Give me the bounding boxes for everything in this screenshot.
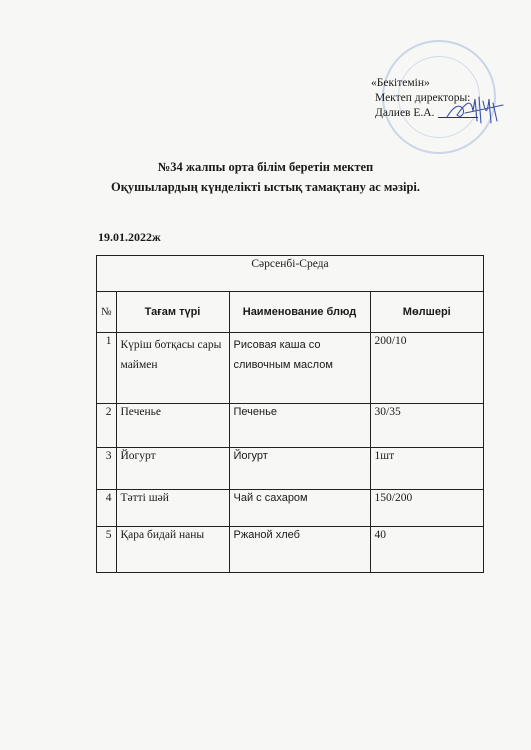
dish-ru: Йогурт	[229, 447, 370, 489]
approval-title: «Бекітемін»	[371, 77, 430, 89]
dish-kz: Күріш ботқасы сары маймен	[116, 333, 229, 404]
menu-date: 19.01.2022ж	[98, 230, 161, 244]
quantity: 1шт	[370, 447, 484, 489]
table-header-row	[97, 292, 484, 333]
dish-kz: Тәтті шәй	[116, 489, 229, 527]
column-header-dish-kz: Тағам түрі	[116, 292, 229, 333]
quantity: 40	[370, 527, 484, 573]
table-row	[97, 489, 484, 527]
approval-name: Далиев Е.А.	[375, 107, 435, 119]
table-row	[97, 404, 484, 448]
table-row	[97, 333, 484, 404]
row-number: 1	[97, 333, 117, 404]
signature-icon	[445, 93, 505, 128]
dish-ru: Рисовая каша со сливочным маслом	[229, 333, 370, 404]
quantity: 150/200	[370, 489, 484, 527]
dish-ru: Чай с сахаром	[229, 489, 370, 527]
column-header-quantity: Мөлшері	[370, 292, 484, 333]
approval-position: Мектеп директоры:	[375, 92, 471, 104]
dish-kz: Печенье	[116, 404, 229, 448]
day-header: Сәрсенбі-Среда	[97, 256, 484, 292]
quantity: 200/10	[370, 333, 484, 404]
menu-table	[96, 255, 484, 573]
row-number: 2	[97, 404, 117, 448]
dish-ru: Ржаной хлеб	[229, 527, 370, 573]
row-number: 5	[97, 527, 117, 573]
row-number: 3	[97, 447, 117, 489]
menu-title: Оқушылардың күнделікті ыстық тамақтану ас мәзірі.	[110, 180, 420, 194]
table-row	[97, 447, 484, 489]
dish-kz: Қара бидай наны	[116, 527, 229, 573]
school-title: №34 жалпы орта білім беретін мектеп	[157, 160, 374, 174]
quantity: 30/35	[370, 404, 484, 448]
table-row	[97, 527, 484, 573]
column-header-dish-ru: Наименование блюд	[229, 292, 370, 333]
dish-ru: Печенье	[229, 404, 370, 448]
dish-kz: Йогурт	[116, 447, 229, 489]
row-number: 4	[97, 489, 117, 527]
column-header-number: №	[97, 292, 117, 333]
